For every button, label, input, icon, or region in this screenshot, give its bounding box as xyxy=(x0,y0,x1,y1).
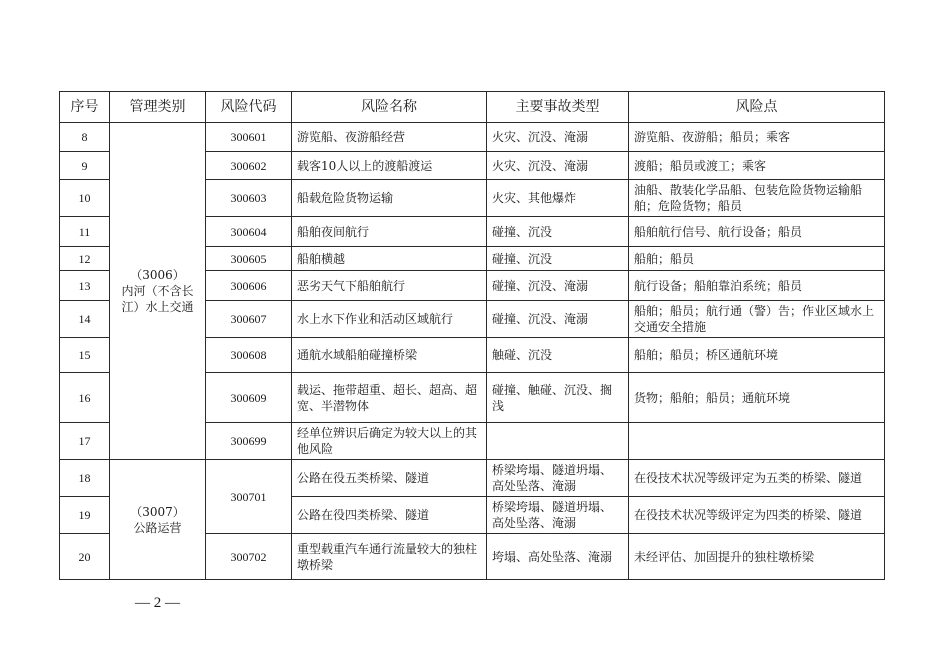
header-no: 序号 xyxy=(60,92,110,123)
risk-table xyxy=(59,91,885,580)
accident-type xyxy=(487,423,629,460)
risk-name: 游览船、夜游船经营 xyxy=(292,123,487,152)
risk-code: 300602 xyxy=(206,152,292,180)
row-no: 15 xyxy=(60,338,110,373)
accident-type: 火灾、沉没、淹溺 xyxy=(487,152,629,180)
table-row xyxy=(60,123,885,152)
row-no: 20 xyxy=(60,534,110,580)
accident-type: 垮塌、高处坠落、淹溺 xyxy=(487,534,629,580)
risk-point: 游览船、夜游船；船员；乘客 xyxy=(629,123,885,152)
risk-point xyxy=(629,423,885,460)
category-name-line1: 公路运营 xyxy=(133,520,182,535)
row-no: 14 xyxy=(60,301,110,338)
table-row xyxy=(60,460,885,497)
risk-name: 公路在役五类桥梁、隧道 xyxy=(292,460,487,497)
risk-code: 300702 xyxy=(206,534,292,580)
risk-point: 油船、散装化学品船、包装危险货物运输船舶；危险货物；船员 xyxy=(629,180,885,217)
row-no: 19 xyxy=(60,497,110,534)
accident-type: 触碰、沉没 xyxy=(487,338,629,373)
accident-type: 火灾、其他爆炸 xyxy=(487,180,629,217)
category-code: （3006） xyxy=(130,268,185,282)
page-number: — 2 — xyxy=(135,595,180,611)
risk-code: 300605 xyxy=(206,247,292,271)
row-no: 16 xyxy=(60,373,110,423)
row-no: 10 xyxy=(60,180,110,217)
risk-name: 水上水下作业和活动区域航行 xyxy=(292,301,487,338)
header-category: 管理类别 xyxy=(110,92,206,123)
risk-name: 公路在役四类桥梁、隧道 xyxy=(292,497,487,534)
category-cell-3007 xyxy=(110,460,206,580)
row-no: 12 xyxy=(60,247,110,271)
accident-type: 碰撞、触碰、沉没、搁浅 xyxy=(487,373,629,423)
header-accident-type: 主要事故类型 xyxy=(487,92,629,123)
risk-name: 船载危险货物运输 xyxy=(292,180,487,217)
row-no: 17 xyxy=(60,423,110,460)
risk-point: 货物；船舶；船员；通航环境 xyxy=(629,373,885,423)
risk-name: 船舶横越 xyxy=(292,247,487,271)
category-name-line2: 江）水上交通 xyxy=(121,300,194,314)
header-risk-name: 风险名称 xyxy=(292,92,487,123)
accident-type: 碰撞、沉没 xyxy=(487,247,629,271)
accident-type: 桥梁垮塌、隧道坍塌、高处坠落、淹溺 xyxy=(487,460,629,497)
risk-name: 经单位辨识后确定为较大以上的其他风险 xyxy=(292,423,487,460)
risk-point: 在役技术状况等级评定为五类的桥梁、隧道 xyxy=(629,460,885,497)
category-code: （3007） xyxy=(130,504,185,519)
accident-type: 桥梁垮塌、隧道坍塌、高处坠落、淹溺 xyxy=(487,497,629,534)
risk-code: 300604 xyxy=(206,217,292,247)
risk-code: 300606 xyxy=(206,271,292,301)
risk-point: 船舶；船员；航行通（警）告；作业区域水上交通安全措施 xyxy=(629,301,885,338)
risk-code: 300608 xyxy=(206,338,292,373)
category-cell-3006 xyxy=(110,123,206,460)
risk-point: 船舶；船员；桥区通航环境 xyxy=(629,338,885,373)
row-no: 9 xyxy=(60,152,110,180)
risk-code: 300699 xyxy=(206,423,292,460)
risk-point: 渡船；船员或渡工；乘客 xyxy=(629,152,885,180)
header-risk-point: 风险点 xyxy=(629,92,885,123)
risk-name: 载运、拖带超重、超长、超高、超宽、半潜物体 xyxy=(292,373,487,423)
risk-name: 恶劣天气下船舶航行 xyxy=(292,271,487,301)
risk-code: 300603 xyxy=(206,180,292,217)
risk-code: 300601 xyxy=(206,123,292,152)
risk-name: 船舶夜间航行 xyxy=(292,217,487,247)
row-no: 13 xyxy=(60,271,110,301)
risk-code: 300701 xyxy=(206,460,292,534)
risk-code: 300607 xyxy=(206,301,292,338)
category-name-line1: 内河（不含长 xyxy=(121,284,194,298)
accident-type: 碰撞、沉没、淹溺 xyxy=(487,271,629,301)
risk-point: 在役技术状况等级评定为四类的桥梁、隧道 xyxy=(629,497,885,534)
table-header-row xyxy=(60,92,885,123)
risk-name: 载客10人以上的渡船渡运 xyxy=(292,152,487,180)
risk-name: 通航水域船舶碰撞桥梁 xyxy=(292,338,487,373)
header-code: 风险代码 xyxy=(206,92,292,123)
risk-name: 重型载重汽车通行流量较大的独柱墩桥梁 xyxy=(292,534,487,580)
accident-type: 火灾、沉没、淹溺 xyxy=(487,123,629,152)
risk-point: 航行设备；船舶靠泊系统；船员 xyxy=(629,271,885,301)
accident-type: 碰撞、沉没 xyxy=(487,217,629,247)
risk-point: 船舶；船员 xyxy=(629,247,885,271)
accident-type: 碰撞、沉没、淹溺 xyxy=(487,301,629,338)
row-no: 11 xyxy=(60,217,110,247)
risk-point: 未经评估、加固提升的独柱墩桥梁 xyxy=(629,534,885,580)
risk-point: 船舶航行信号、航行设备；船员 xyxy=(629,217,885,247)
risk-code: 300609 xyxy=(206,373,292,423)
row-no: 8 xyxy=(60,123,110,152)
row-no: 18 xyxy=(60,460,110,497)
